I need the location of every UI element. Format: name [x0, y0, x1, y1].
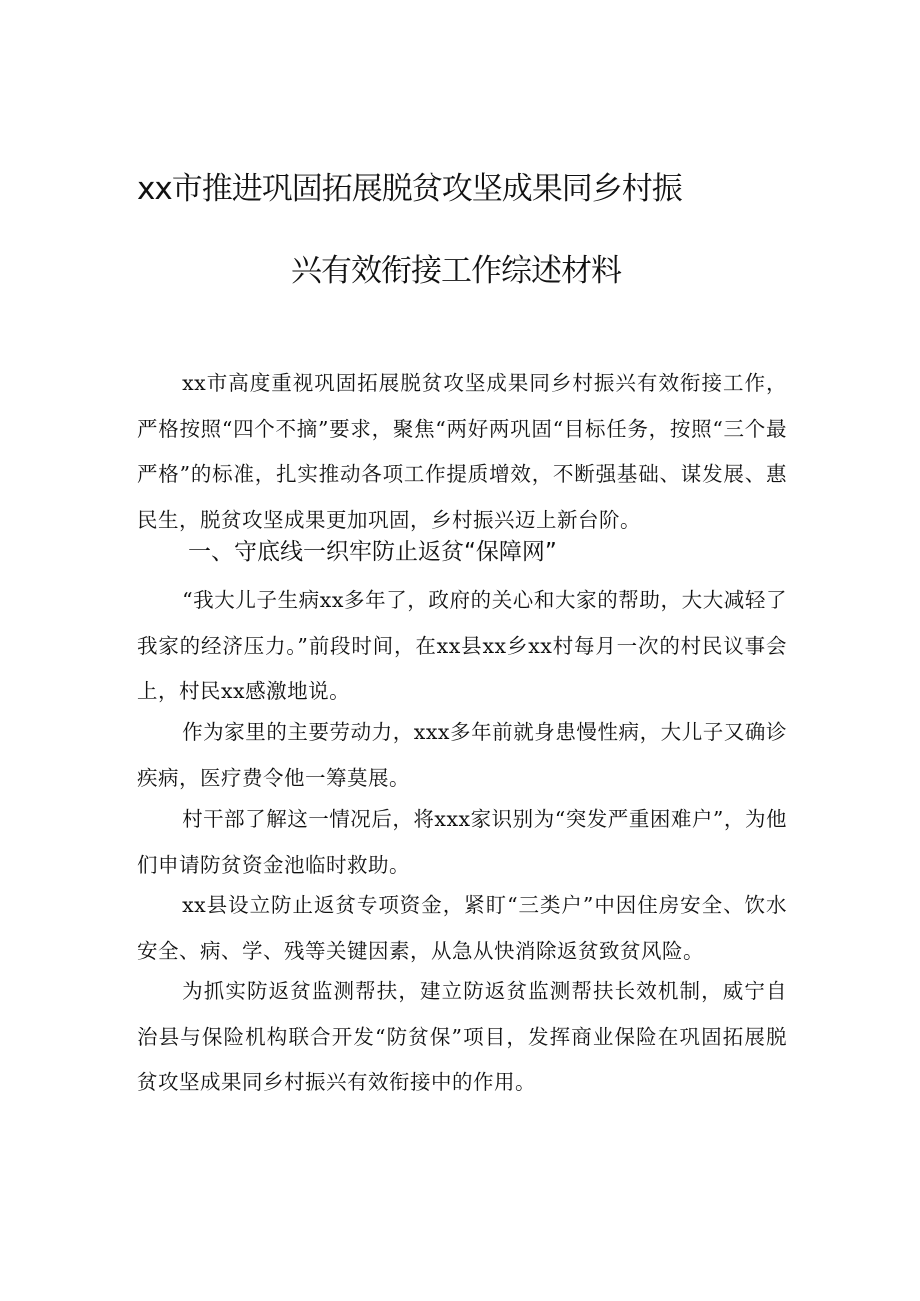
section-heading: 一、守底线一织牢防止返贫“保障网” [188, 539, 557, 565]
intro-paragraph: xx市高度重视巩固拓展脱贫攻坚成果同乡村振兴有效衔接工作，严格按照“四个不摘”要求，聚焦“两好两巩固“目标任务，按照“三个最严格”的标准，扎实推动各项工作提质增效，不断强基础、谋发展、惠民生，脱贫攻坚成果更加巩固，乡村振兴迈上新台阶。 [137, 371, 787, 532]
body-paragraph: xx县设立防止返贫专项资金，紧盯“三类户”中因住房安全、饮水安全、病、学、残等关键因素，从急从快消除返贫致贫风险。 [137, 893, 787, 963]
document-title-line-1: xx市推进巩固拓展脱贫攻坚成果同乡村振 [137, 171, 682, 207]
body-paragraph: 村干部了解这一情况后，将xxx家识别为“突发严重困难户”，为他们申请防贫资金池临时救助。 [137, 807, 787, 877]
body-paragraph: “我大儿子生病xx多年了，政府的关心和大家的帮助，大大减轻了我家的经济压力。”前段时间，在xx县xx乡xx村每月一次的村民议事会上，村民xx感激地说。 [137, 588, 787, 703]
body-paragraph: 作为家里的主要劳动力，xxx多年前就身患慢性病，大儿子又确诊疾病，医疗费令他一筹莫展。 [137, 720, 787, 790]
document-title-line-2: 兴有效衔接工作综述材料 [291, 253, 621, 289]
body-paragraph: 为抓实防返贫监测帮扶，建立防返贫监测帮扶长效机制，威宁自治县与保险机构联合开发“防贫保”项目，发挥商业保险在巩固拓展脱贫攻坚成果同乡村振兴有效衔接中的作用。 [137, 979, 787, 1094]
